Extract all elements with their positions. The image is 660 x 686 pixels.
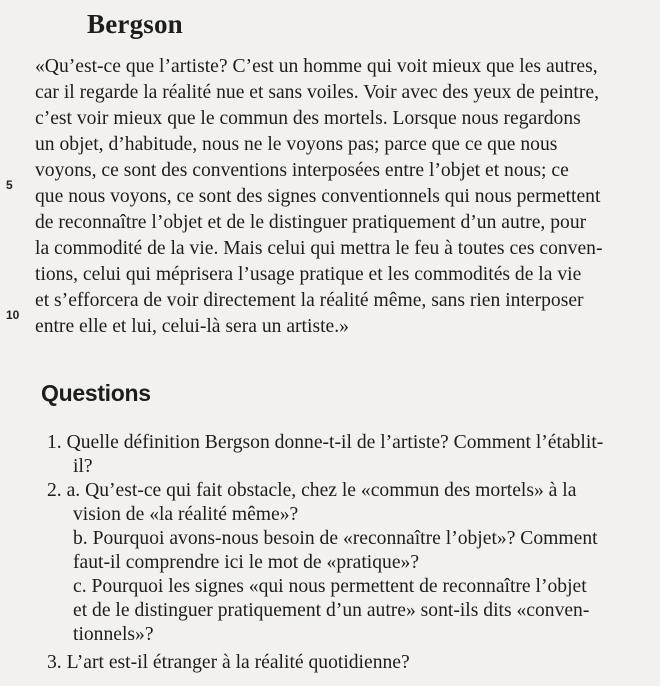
text-line: voyons, ce sont des conventions interposées entre l’objet et nous; ce	[35, 160, 569, 181]
question-line: il?	[73, 456, 93, 477]
text-line: car il regarde la réalité nue et sans voiles. Voir avec des yeux de peintre,	[35, 82, 599, 103]
text-line: entre elle et lui, celui-là sera un artiste.»	[35, 316, 349, 337]
line-number: 10	[6, 308, 20, 322]
question-line: 2. a. Qu’est-ce qui fait obstacle, chez le «commun des mortels» à la	[47, 480, 577, 501]
question-line: et de le distinguer pratiquement d’un autre» sont-ils dits «conven-	[73, 600, 590, 621]
page-title: Bergson	[87, 9, 183, 39]
text-line: la commodité de la vie. Mais celui qui mettra le feu à toutes ces conven-	[35, 238, 603, 259]
question-line: 1. Quelle définition Bergson donne-t-il de l’artiste? Comment l’établit-	[47, 432, 604, 453]
text-line: et s’efforcera de voir directement la réalité même, sans rien interposer	[35, 290, 584, 311]
text-line: «Qu’est-ce que l’artiste? C’est un homme qui voit mieux que les autres,	[35, 56, 598, 77]
line-number: 5	[6, 178, 13, 192]
question-line: faut-il comprendre ici le mot de «pratique»?	[73, 552, 420, 573]
question-line: tionnels»?	[73, 624, 154, 645]
text-line: de reconnaître l’objet et de le distinguer pratiquement d’un autre, pour	[35, 212, 587, 233]
text-line: c’est voir mieux que le commun des mortels. Lorsque nous regardons	[35, 108, 581, 129]
text-line: tions, celui qui méprisera l’usage pratique et les commodités de la vie	[35, 264, 582, 285]
questions-heading: Questions	[41, 380, 151, 406]
question-line: b. Pourquoi avons-nous besoin de «reconnaître l’objet»? Comment	[73, 528, 598, 549]
question-line: c. Pourquoi les signes «qui nous permettent de reconnaître l’objet	[73, 576, 587, 597]
question-line: vision de «la réalité même»?	[73, 504, 299, 525]
text-line: que nous voyons, ce sont des signes conventionnels qui nous permettent	[35, 186, 601, 207]
text-line: un objet, d’habitude, nous ne le voyons pas; parce que ce que nous	[35, 134, 558, 155]
question-line: 3. L’art est-il étranger à la réalité quotidienne?	[47, 652, 410, 673]
